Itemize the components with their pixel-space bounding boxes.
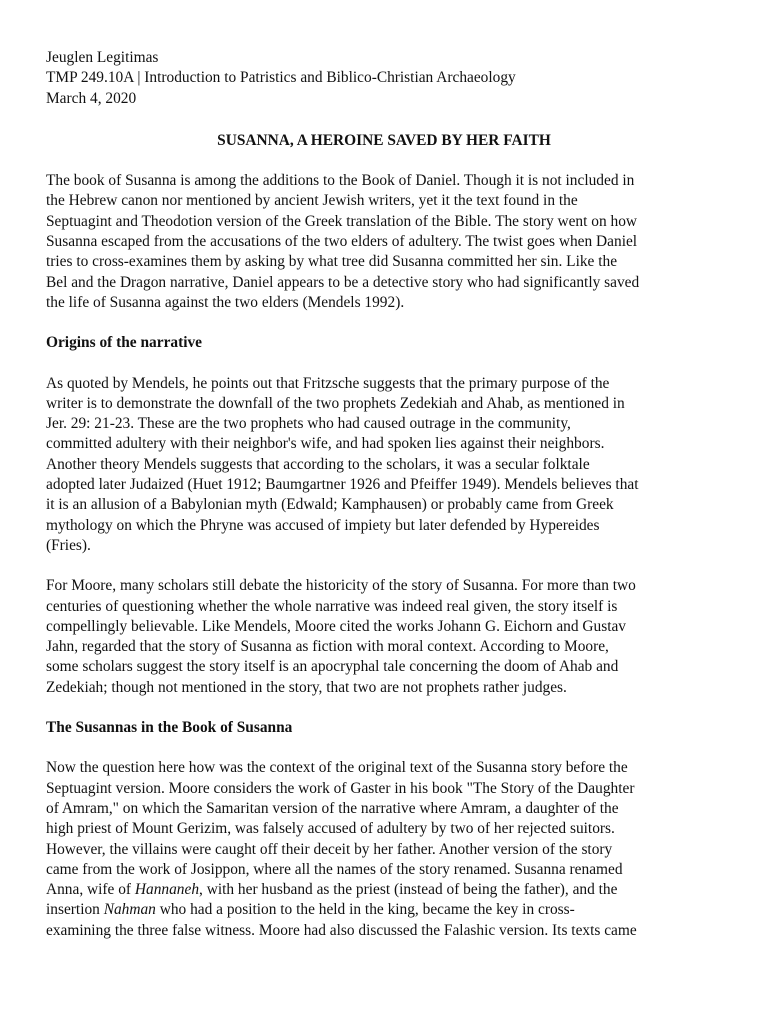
intro-paragraph xyxy=(46,171,722,313)
paragraph-line: Zedekiah; though not mentioned in the story, that two are not prophets rather judges. xyxy=(46,678,567,696)
paragraph-line: writer is to demonstrate the downfall of the two prophets Zedekiah and Ahab, as mentioned in xyxy=(46,394,625,412)
paragraph-line: Another theory Mendels suggests that according to the scholars, it was a secular folktale xyxy=(46,455,590,473)
date-line: March 4, 2020 xyxy=(46,89,137,107)
italic-name-hannaneh: Hannaneh xyxy=(134,881,200,899)
paragraph-line: Septuagint and Theodotion version of the Greek translation of the Bible. The story went on how xyxy=(46,212,637,230)
paragraph-line: some scholars suggest the story itself is an apocryphal tale concerning the doom of Ahab and xyxy=(46,658,619,676)
paragraph-line: adopted later Judaized (Huet 1912; Baumgartner 1926 and Pfeiffer 1949). Mendels believes that xyxy=(46,476,639,494)
text-run: Anna, wife of xyxy=(46,881,135,899)
document-title: SUSANNA, A HEROINE SAVED BY HER FAITH xyxy=(217,131,551,149)
paragraph-line xyxy=(46,900,722,920)
paragraph-line xyxy=(46,880,722,900)
paragraph-line: Septuagint version. Moore considers the work of Gaster in his book "The Story of the Daughter xyxy=(46,779,635,797)
paragraph-line: Susanna escaped from the accusations of the two elders of adultery. The twist goes when Daniel xyxy=(46,233,638,251)
paragraph-line: The book of Susanna is among the additions to the Book of Daniel. Though it is not included in xyxy=(46,172,635,190)
paragraph-line: Now the question here how was the context of the original text of the Susanna story before the xyxy=(46,759,628,777)
section-heading-origins: Origins of the narrative xyxy=(46,334,203,352)
course-line: TMP 249.10A | Introduction to Patristics and Biblico-Christian Archaeology xyxy=(46,69,516,87)
text-run: , with her husband as the priest (instead of being the father), and the xyxy=(199,881,618,899)
paragraph-line: committed adultery with their neighbor's wife, and had spoken lies against their neighbors. xyxy=(46,435,605,453)
paragraph-line: However, the villains were caught off their deceit by her father. Another version of the story xyxy=(46,840,613,858)
paragraph-line: the Hebrew canon nor mentioned by ancient Jewish writers, yet it the text found in the xyxy=(46,192,578,210)
paragraph-line: tries to cross-examines them by asking by what tree did Susanna committed her sin. Like the xyxy=(46,253,618,271)
text-run: insertion xyxy=(46,901,104,919)
author-name: Jeuglen Legitimas xyxy=(46,49,159,66)
paragraph-line: the life of Susanna against the two elders (Mendels 1992). xyxy=(46,293,405,311)
paragraph-line: it is an allusion of a Babylonian myth (Edwald; Kamphausen) or probably came from Greek xyxy=(46,496,614,514)
origins-paragraph-1 xyxy=(46,374,722,557)
susannas-paragraph-1 xyxy=(46,758,722,941)
paragraph-line: examining the three false witness. Moore had also discussed the Falashic version. Its texts came xyxy=(46,921,637,939)
italic-name-nahman: Nahman xyxy=(103,901,156,919)
text-run: who had a position to the held in the king, became the key in cross- xyxy=(155,901,575,919)
paragraph-line: high priest of Mount Gerizim, was falsely accused of adultery by two of her rejected suitors. xyxy=(46,820,615,838)
paragraph-line: For Moore, many scholars still debate the historicity of the story of Susanna. For more than two xyxy=(46,577,636,595)
paragraph-line: (Fries). xyxy=(46,536,91,554)
paragraph-line: mythology on which the Phryne was accused of impiety but later defended by Hypereides xyxy=(46,516,600,534)
section-heading-susannas: The Susannas in the Book of Susanna xyxy=(46,719,293,737)
paragraph-line: Jer. 29: 21-23. These are the two prophets who had caused outrage in the community, xyxy=(46,415,571,433)
paragraph-line: came from the work of Josippon, where all the names of the story renamed. Susanna renamed xyxy=(46,860,623,878)
origins-paragraph-2 xyxy=(46,576,722,698)
paragraph-line: As quoted by Mendels, he points out that Fritzsche suggests that the primary purpose of the xyxy=(46,374,610,392)
paragraph-line: centuries of questioning whether the whole narrative was indeed real given, the story itself is xyxy=(46,597,618,615)
paragraph-line: Bel and the Dragon narrative, Daniel appears to be a detective story who had significantly saved xyxy=(46,273,640,291)
paragraph-line: of Amram," on which the Samaritan version of the narrative where Amram, a daughter of the xyxy=(46,799,619,817)
paragraph-line: compellingly believable. Like Mendels, Moore cited the works Johann G. Eichorn and Gustav xyxy=(46,617,626,635)
paragraph-line: Jahn, regarded that the story of Susanna as fiction with moral context. According to Moore, xyxy=(46,638,609,656)
